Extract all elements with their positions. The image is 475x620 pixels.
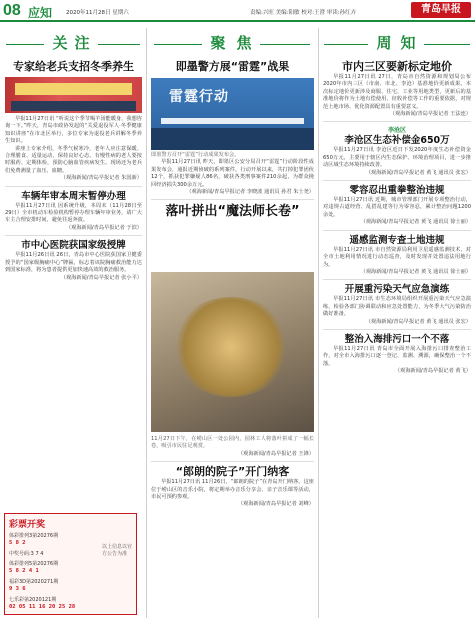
article-body: 早报11月27日讯 近期，城市管理部门开展专项整治行动，对违规占道经营、乱搭乱建等行为零容忍，累计整治问题1200余处。 [323,197,471,218]
lottery-row-label: 福彩3D第2020271期 [9,579,59,585]
article-title: 落叶拼出“魔法师长卷” [165,204,300,220]
column-right [323,60,471,376]
column-divider [318,28,319,618]
article-body: 早报11月27日讯 “听说这个季节喝羊汤能暖身，我想咨询一下。”昨天，青岛市政协发起的“关爱退役军人·冬季健康知识讲座”在市北区举行，多位专家为退役老兵讲解冬季养生知识。 [5,116,142,145]
lottery-note: 以上信息以官方公告为准 [102,544,133,557]
banner-char: 周 [376,34,392,52]
lottery-results-box [4,513,137,615]
lottery-numbers: 5 8 2 [9,540,26,546]
lottery-title: 彩票开奖 [9,520,46,530]
photo-caption: 即墨警方召开“雷霆”行动成果发布会。 [151,152,240,158]
lottery-numbers: 5 8 2 4 1 [9,568,39,574]
column-middle-lower [151,436,314,509]
article-credit: （观海新闻/青岛早报记者 黄飞） [394,368,471,375]
article-body: 早报11月26日讯 26日，青岛市中心医院获国家卫健委授予的“国家级胸痛中心”牌匾，标志着该院胸痛救治能力达到国家标准，将为患者提供更加快速高效的救治服务。 [5,252,142,274]
article-body: 早报11月27日讯 因系统升级，本周末（11月28日至29日）全市机动车检验机构暂停办理车辆年审业务，请广大车主合理安排时间，避免往返奔波。 [5,202,142,224]
lottery-numbers: 9 3 6 [9,586,26,592]
article-credit: （观海新闻/青岛早报记者 黄飞 通讯员 徐士丽） [360,268,471,275]
column-middle [151,60,314,74]
header-rule [0,20,475,22]
lottery-row-label: 七乐彩第2020121期 [9,597,57,603]
column-middle-body [151,152,314,221]
page-header [0,0,475,22]
article-credit: （观海新闻/青岛早报记者 于滨） [65,224,142,231]
article-body: 讲座上专家介绍，冬季气候寒冷，老年人应注意保暖、合理膳食、适量运动，保持良好心态。有慢性病的老人要按时服药、定期体检，预防心脑血管疾病发生。现场还为老兵们免费测量了血压、血糖。 [5,145,142,174]
column-divider [146,28,147,618]
newspaper-logo: 青岛早报 [411,2,471,18]
article-title: 专家给老兵支招冬季养生 [13,60,134,73]
banner-char: 知 [400,34,416,52]
article-credit: （观海新闻/青岛早报记者 刘峰） [237,501,314,508]
article-credit: （观海新闻/青岛早报记者 王锋） [237,450,314,457]
article-credit: （观海新闻/青岛早报记者 朱国新） [60,175,142,182]
article-credit: （观海新闻/青岛早报记者 黄飞 通讯员 张宏） [365,318,471,325]
article-body: 早报11月27日讯 市生态环境局组织开展重污染天气应急演练，检验各部门协调联动和应急处置能力，为冬季大气污染防治做好准备。 [323,296,471,318]
article-photo [5,77,142,113]
article-body: 早报11月27日讯 市自然资源局利用卫星遥感监测技术，对全市土地利用情况进行动态巡查，及时发现并处置违法用地行为。 [323,246,471,268]
article-title: 即墨警方展“雷霆”战果 [175,60,290,73]
photo-banner-text: 雷霆行动 [169,89,229,105]
article-title: 开展重污染天气应急演练 [344,284,450,296]
article-title: 车辆年审本周末暂停办理 [21,190,126,202]
article-body: 早报11月27日讯 11月26日，“郎朗的院子”在青岛开门纳客。这座位于崂山区的音乐小院，将定期举办音乐分享会、亲子音乐课等活动，市民可预约参观。 [151,479,314,501]
column-left [5,60,142,282]
lottery-row-label: 体彩排列5第20276期 [9,561,59,567]
issue-date: 2020年11月28日 星期六 [66,10,129,16]
banner-char: 焦 [236,34,252,52]
banner-char: 关 [52,34,68,52]
lottery-row-label: 中奖号码:3 7 4 [9,551,44,557]
page-number: 08 [3,2,21,19]
banner-char: 聚 [210,34,226,52]
article-title: 市中心医院获国家级授牌 [21,240,126,252]
section-name: 应知 [28,6,53,20]
lottery-row-label: 体彩排列3第20276期 [9,533,59,539]
photo-caption: 11月27日下午，在崂山区一处公园内，园林工人将落叶拼成了一幅长卷，吸引市民驻足观赏。 [151,436,314,450]
banner-zhouzhi [320,28,475,58]
banner-char: 注 [74,34,90,52]
article-title: 市内三区要新标定地价 [342,60,452,73]
banner-guanzhu [0,28,145,58]
article-credit: （观海新闻/青岛早报记者 李晓波 通讯员 孙君 朱士尧） [186,189,314,196]
leaf-art-photo [151,272,314,432]
article-title: 零容忍出重拳整治违规 [349,185,445,197]
article-body: 早报11月27日讯 青岛市全面开展入海排污口排查整治工作，对全市入海排污口逐一登记、监测、溯源，确保整治一个不落。 [323,345,471,367]
article-title: 遥感监测专查土地违规 [349,234,445,246]
article-credit: （观海新闻/青岛早报记者 黄飞 通讯员 徐士丽） [360,219,471,226]
editor-credits: 责编:兴旺 美编:阳敏 校对:王澄 审读:孙红卉 [250,10,357,16]
article-photo [151,78,314,150]
article-credit: （观海新闻/青岛早报记者 王法连） [389,111,471,118]
article-credit: （观海新闻/青岛早报记者 黄飞 通讯员 张宏） [365,169,471,176]
article-body: 早报11月27日讯 李沧区近日下发2020年度生态补偿资金650万元，主要用于辖区内生态保护、环境治理项目，进一步推动区域生态环境持续改善。 [323,147,471,169]
article-title: “郎朗的院子”开门纳客 [175,465,290,479]
district-label: 李沧区 [387,127,406,135]
article-credit: （观海新闻/青岛早报记者 张小平） [60,274,142,281]
article-body: 早报11月27日讯 27日，青岛市自然资源和规划局公布2020年市内三区（市南、市北、李沧）基准地价更新成果。本次标定地价更新涉及商服、住宅、工业等用地类型，更新后的基准地价将作为土地有偿使用、征收补偿等工作的重要依据，对规范土地市场、优化资源配置具有重要意义。 [323,74,471,110]
banner-jujiao [150,28,315,58]
lottery-numbers: 02 05 11 16 20 25 28 [9,604,76,610]
article-title: 李沧区生态补偿金650万 [344,135,450,147]
article-body: 早报11月27日讯 昨天，即墨区公安分局召开“雷霆”行动阶段性成果发布会，通报近期侦破的系列案件。行动开展以来，共打掉犯罪团伙12个，抓获犯罪嫌疑人86名，破获各类刑事案件210余起，为群众挽回经济损失300余万元。 [151,159,314,188]
article-title: 整治入海排污口一个不落 [344,333,450,345]
